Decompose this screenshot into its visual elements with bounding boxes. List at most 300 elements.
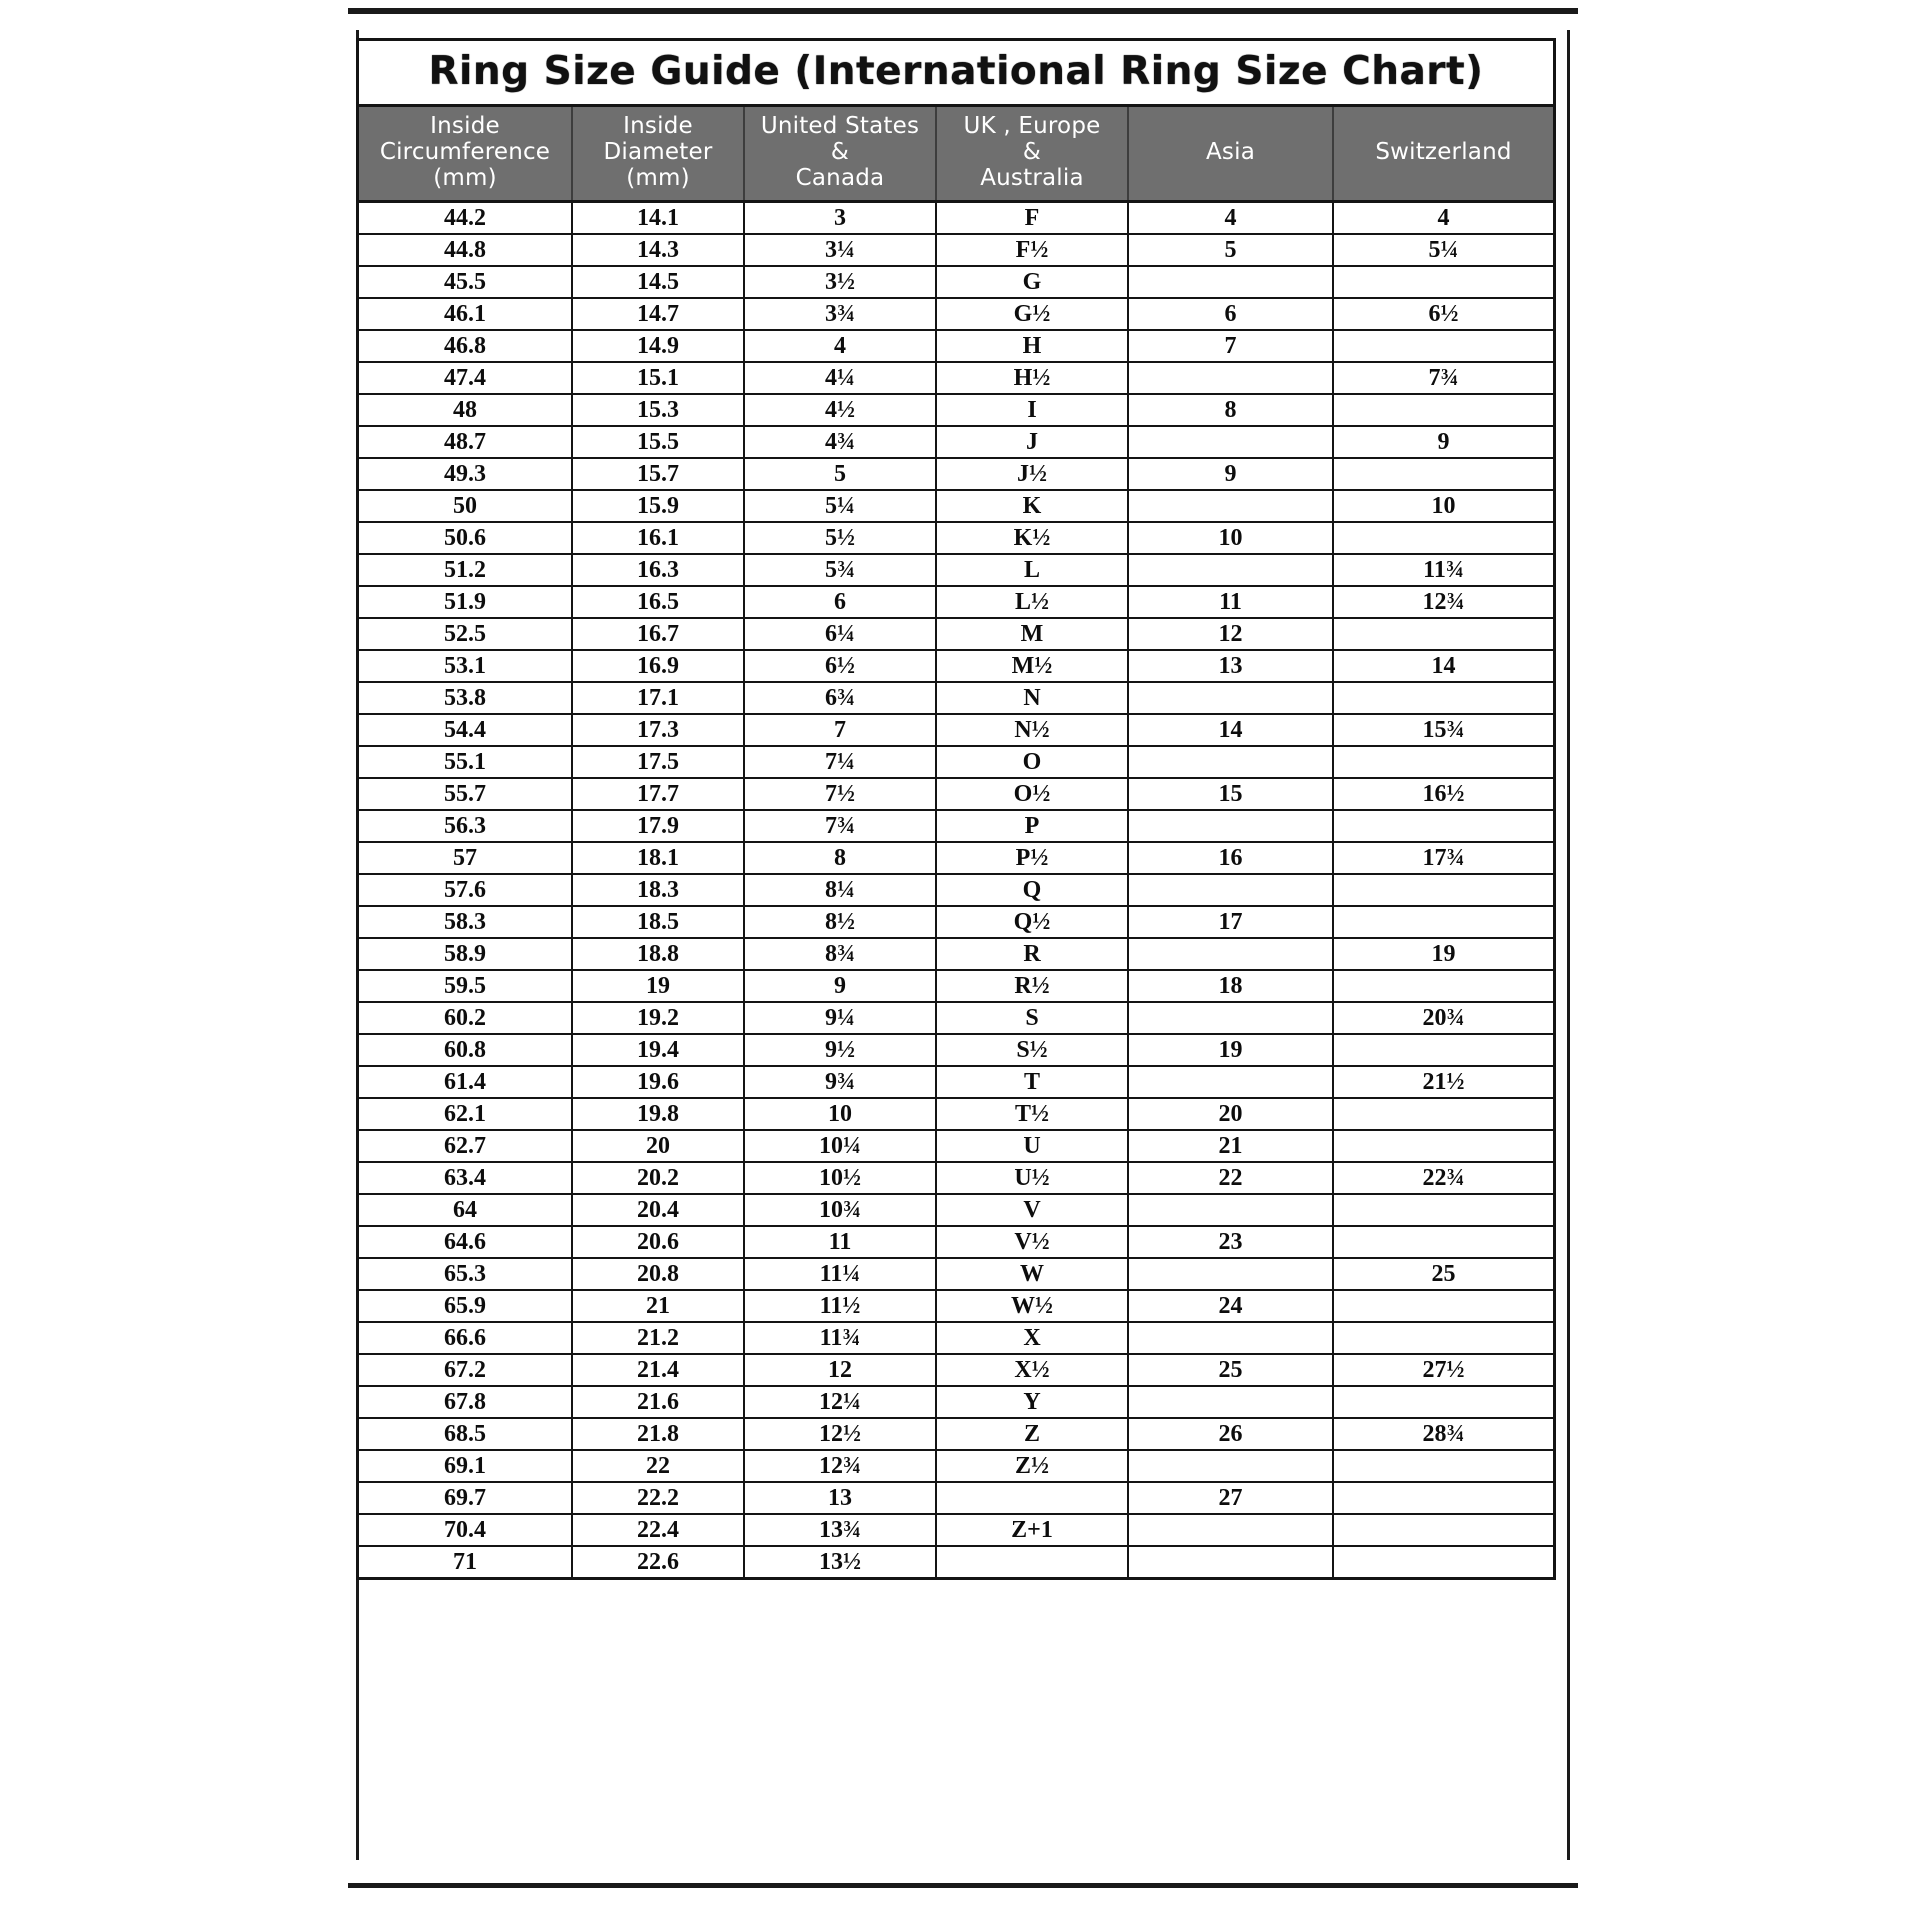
cell-inside-circumference: 48.7	[359, 426, 572, 458]
cell-switzerland: 22¾	[1333, 1162, 1553, 1194]
cell-uk-europe-australia	[936, 1482, 1128, 1514]
table-row	[359, 746, 1553, 778]
cell-inside-diameter: 21.8	[572, 1418, 744, 1450]
sheet-bottom-rule	[348, 1883, 1578, 1888]
cell-asia: 25	[1128, 1354, 1333, 1386]
cell-uk-europe-australia: O	[936, 746, 1128, 778]
cell-us-canada: 11¾	[744, 1322, 936, 1354]
cell-us-canada: 5½	[744, 522, 936, 554]
cell-switzerland	[1333, 1386, 1553, 1418]
table-row	[359, 362, 1553, 394]
table-row	[359, 266, 1553, 298]
table-body	[359, 202, 1553, 1578]
cell-inside-circumference: 51.2	[359, 554, 572, 586]
cell-us-canada: 6¼	[744, 618, 936, 650]
header-line: Switzerland	[1375, 138, 1512, 165]
cell-uk-europe-australia: X½	[936, 1354, 1128, 1386]
cell-switzerland	[1333, 746, 1553, 778]
cell-inside-diameter: 17.1	[572, 682, 744, 714]
table-row	[359, 394, 1553, 426]
cell-inside-circumference: 60.2	[359, 1002, 572, 1034]
cell-us-canada: 4¾	[744, 426, 936, 458]
cell-switzerland: 15¾	[1333, 714, 1553, 746]
cell-switzerland: 6½	[1333, 298, 1553, 330]
cell-inside-circumference: 65.3	[359, 1258, 572, 1290]
header-line: (mm)	[433, 164, 497, 191]
table-row	[359, 842, 1553, 874]
cell-inside-diameter: 14.5	[572, 266, 744, 298]
table-row	[359, 1226, 1553, 1258]
table-row	[359, 1482, 1553, 1514]
cell-inside-diameter: 18.3	[572, 874, 744, 906]
cell-switzerland: 27½	[1333, 1354, 1553, 1386]
cell-us-canada: 9½	[744, 1034, 936, 1066]
cell-us-canada: 4	[744, 330, 936, 362]
cell-inside-circumference: 65.9	[359, 1290, 572, 1322]
table-row	[359, 714, 1553, 746]
cell-switzerland	[1333, 394, 1553, 426]
cell-asia: 11	[1128, 586, 1333, 618]
cell-inside-diameter: 22.6	[572, 1546, 744, 1577]
cell-inside-circumference: 51.9	[359, 586, 572, 618]
cell-uk-europe-australia: Z+1	[936, 1514, 1128, 1546]
cell-uk-europe-australia: Y	[936, 1386, 1128, 1418]
cell-us-canada: 4¼	[744, 362, 936, 394]
table-row	[359, 202, 1553, 235]
cell-asia	[1128, 746, 1333, 778]
cell-inside-diameter: 17.9	[572, 810, 744, 842]
cell-us-canada: 5¼	[744, 490, 936, 522]
cell-us-canada: 7¾	[744, 810, 936, 842]
cell-us-canada: 13½	[744, 1546, 936, 1577]
cell-inside-diameter: 19.6	[572, 1066, 744, 1098]
cell-inside-diameter: 14.9	[572, 330, 744, 362]
cell-uk-europe-australia: M	[936, 618, 1128, 650]
cell-inside-circumference: 57.6	[359, 874, 572, 906]
cell-asia	[1128, 554, 1333, 586]
cell-us-canada: 8¼	[744, 874, 936, 906]
cell-asia: 8	[1128, 394, 1333, 426]
cell-inside-diameter: 22.4	[572, 1514, 744, 1546]
table-row	[359, 1386, 1553, 1418]
cell-switzerland	[1333, 618, 1553, 650]
cell-inside-circumference: 60.8	[359, 1034, 572, 1066]
cell-inside-diameter: 15.1	[572, 362, 744, 394]
table-row	[359, 1098, 1553, 1130]
cell-asia: 27	[1128, 1482, 1333, 1514]
table-row	[359, 1450, 1553, 1482]
cell-us-canada: 10¾	[744, 1194, 936, 1226]
cell-asia: 15	[1128, 778, 1333, 810]
table-row	[359, 1322, 1553, 1354]
cell-inside-circumference: 58.3	[359, 906, 572, 938]
cell-us-canada: 9	[744, 970, 936, 1002]
table-row	[359, 330, 1553, 362]
cell-inside-diameter: 15.7	[572, 458, 744, 490]
cell-us-canada: 12¼	[744, 1386, 936, 1418]
cell-switzerland	[1333, 522, 1553, 554]
cell-asia: 5	[1128, 234, 1333, 266]
cell-us-canada: 3	[744, 202, 936, 235]
cell-us-canada: 12½	[744, 1418, 936, 1450]
sheet-top-rule	[348, 8, 1578, 14]
cell-asia: 21	[1128, 1130, 1333, 1162]
cell-us-canada: 10	[744, 1098, 936, 1130]
table-row	[359, 458, 1553, 490]
cell-inside-diameter: 16.5	[572, 586, 744, 618]
cell-inside-circumference: 61.4	[359, 1066, 572, 1098]
cell-switzerland	[1333, 1546, 1553, 1577]
cell-uk-europe-australia: Q	[936, 874, 1128, 906]
cell-asia: 16	[1128, 842, 1333, 874]
table-row	[359, 426, 1553, 458]
cell-switzerland: 5¼	[1333, 234, 1553, 266]
table-row	[359, 906, 1553, 938]
table-row	[359, 970, 1553, 1002]
cell-asia: 20	[1128, 1098, 1333, 1130]
cell-switzerland	[1333, 1450, 1553, 1482]
table-row	[359, 650, 1553, 682]
cell-inside-circumference: 68.5	[359, 1418, 572, 1450]
cell-inside-circumference: 69.7	[359, 1482, 572, 1514]
cell-inside-diameter: 20.4	[572, 1194, 744, 1226]
column-header-inside-circumference	[359, 107, 572, 202]
cell-inside-diameter: 18.8	[572, 938, 744, 970]
cell-inside-diameter: 20.2	[572, 1162, 744, 1194]
cell-uk-europe-australia: V½	[936, 1226, 1128, 1258]
cell-uk-europe-australia: V	[936, 1194, 1128, 1226]
cell-inside-circumference: 70.4	[359, 1514, 572, 1546]
cell-us-canada: 3¼	[744, 234, 936, 266]
cell-switzerland	[1333, 1034, 1553, 1066]
table-row	[359, 1162, 1553, 1194]
header-line: UK , Europe	[963, 113, 1101, 139]
cell-inside-diameter: 22	[572, 1450, 744, 1482]
cell-uk-europe-australia: K½	[936, 522, 1128, 554]
cell-switzerland: 9	[1333, 426, 1553, 458]
cell-uk-europe-australia: W	[936, 1258, 1128, 1290]
sheet-right-rule	[1567, 30, 1570, 1860]
cell-asia	[1128, 362, 1333, 394]
cell-inside-diameter: 16.9	[572, 650, 744, 682]
cell-inside-circumference: 46.1	[359, 298, 572, 330]
cell-switzerland: 7¾	[1333, 362, 1553, 394]
cell-uk-europe-australia: N	[936, 682, 1128, 714]
cell-asia	[1128, 682, 1333, 714]
cell-us-canada: 8½	[744, 906, 936, 938]
cell-asia: 7	[1128, 330, 1333, 362]
cell-inside-circumference: 54.4	[359, 714, 572, 746]
cell-switzerland: 25	[1333, 1258, 1553, 1290]
header-line: Circumference	[379, 138, 551, 165]
cell-switzerland	[1333, 458, 1553, 490]
cell-inside-circumference: 58.9	[359, 938, 572, 970]
cell-inside-diameter: 15.9	[572, 490, 744, 522]
cell-asia: 19	[1128, 1034, 1333, 1066]
table-row	[359, 1258, 1553, 1290]
cell-inside-diameter: 19.4	[572, 1034, 744, 1066]
table-row	[359, 1546, 1553, 1577]
column-header-switzerland	[1333, 107, 1553, 202]
cell-inside-circumference: 45.5	[359, 266, 572, 298]
cell-inside-diameter: 21.2	[572, 1322, 744, 1354]
cell-inside-diameter: 19.8	[572, 1098, 744, 1130]
cell-asia	[1128, 810, 1333, 842]
cell-us-canada: 11¼	[744, 1258, 936, 1290]
table-row	[359, 298, 1553, 330]
cell-us-canada: 13	[744, 1482, 936, 1514]
cell-us-canada: 12¾	[744, 1450, 936, 1482]
cell-us-canada: 9¾	[744, 1066, 936, 1098]
cell-asia: 22	[1128, 1162, 1333, 1194]
cell-inside-diameter: 18.5	[572, 906, 744, 938]
cell-asia: 9	[1128, 458, 1333, 490]
column-header-asia	[1128, 107, 1333, 202]
cell-asia: 23	[1128, 1226, 1333, 1258]
header-line: (mm)	[626, 164, 690, 191]
cell-inside-circumference: 47.4	[359, 362, 572, 394]
cell-switzerland	[1333, 682, 1553, 714]
cell-uk-europe-australia: Z	[936, 1418, 1128, 1450]
cell-switzerland	[1333, 1098, 1553, 1130]
cell-us-canada: 13¾	[744, 1514, 936, 1546]
cell-uk-europe-australia: I	[936, 394, 1128, 426]
cell-uk-europe-australia: K	[936, 490, 1128, 522]
cell-uk-europe-australia: G	[936, 266, 1128, 298]
table-row	[359, 682, 1553, 714]
cell-asia	[1128, 1546, 1333, 1577]
cell-us-canada: 3¾	[744, 298, 936, 330]
cell-inside-diameter: 19	[572, 970, 744, 1002]
table-row	[359, 1066, 1553, 1098]
cell-inside-circumference: 67.2	[359, 1354, 572, 1386]
table-row	[359, 938, 1553, 970]
cell-inside-diameter: 22.2	[572, 1482, 744, 1514]
cell-switzerland	[1333, 330, 1553, 362]
cell-switzerland	[1333, 1322, 1553, 1354]
column-header-united-states-canada	[744, 107, 936, 202]
cell-inside-circumference: 62.7	[359, 1130, 572, 1162]
cell-us-canada: 11	[744, 1226, 936, 1258]
cell-inside-diameter: 18.1	[572, 842, 744, 874]
header-line: Asia	[1205, 138, 1255, 165]
cell-uk-europe-australia: P½	[936, 842, 1128, 874]
cell-us-canada: 6¾	[744, 682, 936, 714]
cell-switzerland: 11¾	[1333, 554, 1553, 586]
cell-us-canada: 12	[744, 1354, 936, 1386]
cell-switzerland	[1333, 970, 1553, 1002]
column-header-inside-diameter	[572, 107, 744, 202]
cell-uk-europe-australia: N½	[936, 714, 1128, 746]
cell-inside-circumference: 44.8	[359, 234, 572, 266]
table-row	[359, 1514, 1553, 1546]
cell-uk-europe-australia: P	[936, 810, 1128, 842]
cell-switzerland	[1333, 874, 1553, 906]
cell-inside-circumference: 66.6	[359, 1322, 572, 1354]
table-row	[359, 810, 1553, 842]
table-row	[359, 1002, 1553, 1034]
cell-switzerland: 28¾	[1333, 1418, 1553, 1450]
column-header-uk-europe-australia	[936, 107, 1128, 202]
cell-switzerland	[1333, 1514, 1553, 1546]
cell-inside-diameter: 21.6	[572, 1386, 744, 1418]
cell-asia	[1128, 1066, 1333, 1098]
cell-us-canada: 8¾	[744, 938, 936, 970]
cell-uk-europe-australia: L½	[936, 586, 1128, 618]
header-line: Inside	[430, 113, 500, 139]
table-row	[359, 554, 1553, 586]
cell-inside-diameter: 20	[572, 1130, 744, 1162]
cell-uk-europe-australia: Z½	[936, 1450, 1128, 1482]
cell-switzerland: 21½	[1333, 1066, 1553, 1098]
cell-asia	[1128, 266, 1333, 298]
table-row	[359, 618, 1553, 650]
header-line: United States	[760, 113, 920, 139]
cell-switzerland: 19	[1333, 938, 1553, 970]
table-row	[359, 1130, 1553, 1162]
header-line: &	[830, 138, 850, 165]
cell-asia	[1128, 938, 1333, 970]
cell-asia	[1128, 426, 1333, 458]
cell-uk-europe-australia: F	[936, 202, 1128, 235]
cell-uk-europe-australia: F½	[936, 234, 1128, 266]
cell-uk-europe-australia: R	[936, 938, 1128, 970]
table-row	[359, 1194, 1553, 1226]
cell-asia	[1128, 1258, 1333, 1290]
ring-size-table	[359, 107, 1553, 1577]
cell-us-canada: 11½	[744, 1290, 936, 1322]
ring-size-chart	[356, 38, 1556, 1580]
cell-switzerland	[1333, 906, 1553, 938]
cell-uk-europe-australia	[936, 1546, 1128, 1577]
cell-inside-circumference: 64	[359, 1194, 572, 1226]
cell-switzerland: 17¾	[1333, 842, 1553, 874]
cell-switzerland: 16½	[1333, 778, 1553, 810]
header-line: Inside	[623, 113, 693, 139]
cell-switzerland	[1333, 1130, 1553, 1162]
cell-asia: 17	[1128, 906, 1333, 938]
cell-inside-circumference: 46.8	[359, 330, 572, 362]
cell-asia	[1128, 1450, 1333, 1482]
cell-switzerland: 12¾	[1333, 586, 1553, 618]
cell-switzerland: 10	[1333, 490, 1553, 522]
cell-us-canada: 10½	[744, 1162, 936, 1194]
cell-inside-diameter: 17.7	[572, 778, 744, 810]
table-row	[359, 234, 1553, 266]
cell-inside-circumference: 67.8	[359, 1386, 572, 1418]
cell-asia	[1128, 1322, 1333, 1354]
cell-inside-circumference: 56.3	[359, 810, 572, 842]
table-row	[359, 1290, 1553, 1322]
cell-inside-diameter: 14.7	[572, 298, 744, 330]
cell-inside-circumference: 53.1	[359, 650, 572, 682]
cell-us-canada: 5¾	[744, 554, 936, 586]
cell-us-canada: 6	[744, 586, 936, 618]
page-title: Ring Size Guide (International Ring Size Chart)	[428, 49, 1484, 94]
header-line: Canada	[795, 164, 885, 191]
cell-us-canada: 10¼	[744, 1130, 936, 1162]
cell-uk-europe-australia: G½	[936, 298, 1128, 330]
cell-inside-circumference: 49.3	[359, 458, 572, 490]
cell-us-canada: 7½	[744, 778, 936, 810]
cell-switzerland	[1333, 1194, 1553, 1226]
cell-inside-diameter: 17.5	[572, 746, 744, 778]
table-row	[359, 490, 1553, 522]
cell-uk-europe-australia: M½	[936, 650, 1128, 682]
cell-uk-europe-australia: X	[936, 1322, 1128, 1354]
cell-asia	[1128, 490, 1333, 522]
cell-asia: 26	[1128, 1418, 1333, 1450]
cell-switzerland	[1333, 1226, 1553, 1258]
table-header-row	[359, 107, 1553, 202]
cell-inside-circumference: 57	[359, 842, 572, 874]
cell-inside-circumference: 59.5	[359, 970, 572, 1002]
cell-uk-europe-australia: S	[936, 1002, 1128, 1034]
header-line: &	[1022, 138, 1042, 165]
cell-us-canada: 4½	[744, 394, 936, 426]
cell-asia: 24	[1128, 1290, 1333, 1322]
cell-switzerland	[1333, 266, 1553, 298]
table-row	[359, 1034, 1553, 1066]
cell-uk-europe-australia: W½	[936, 1290, 1128, 1322]
cell-us-canada: 3½	[744, 266, 936, 298]
cell-asia: 18	[1128, 970, 1333, 1002]
cell-asia: 12	[1128, 618, 1333, 650]
cell-asia: 4	[1128, 202, 1333, 235]
cell-inside-diameter: 19.2	[572, 1002, 744, 1034]
cell-uk-europe-australia: J½	[936, 458, 1128, 490]
cell-us-canada: 7	[744, 714, 936, 746]
chart-title-bar	[359, 41, 1553, 107]
cell-us-canada: 9¼	[744, 1002, 936, 1034]
cell-inside-diameter: 21	[572, 1290, 744, 1322]
table-row	[359, 586, 1553, 618]
cell-uk-europe-australia: S½	[936, 1034, 1128, 1066]
cell-asia: 14	[1128, 714, 1333, 746]
cell-inside-circumference: 55.7	[359, 778, 572, 810]
table-row	[359, 778, 1553, 810]
cell-us-canada: 8	[744, 842, 936, 874]
cell-uk-europe-australia: Q½	[936, 906, 1128, 938]
cell-inside-diameter: 16.1	[572, 522, 744, 554]
cell-uk-europe-australia: H	[936, 330, 1128, 362]
cell-inside-circumference: 71	[359, 1546, 572, 1577]
cell-asia: 10	[1128, 522, 1333, 554]
header-line: Australia	[980, 164, 1084, 191]
cell-us-canada: 5	[744, 458, 936, 490]
cell-asia	[1128, 1002, 1333, 1034]
table-header	[359, 107, 1553, 202]
table-row	[359, 522, 1553, 554]
table-row	[359, 1418, 1553, 1450]
cell-uk-europe-australia: J	[936, 426, 1128, 458]
cell-inside-circumference: 50	[359, 490, 572, 522]
cell-us-canada: 6½	[744, 650, 936, 682]
table-row	[359, 874, 1553, 906]
cell-switzerland: 4	[1333, 202, 1553, 235]
cell-inside-diameter: 15.3	[572, 394, 744, 426]
cell-asia	[1128, 1514, 1333, 1546]
cell-inside-diameter: 16.7	[572, 618, 744, 650]
header-line: Diameter	[603, 138, 713, 165]
cell-uk-europe-australia: O½	[936, 778, 1128, 810]
cell-switzerland: 20¾	[1333, 1002, 1553, 1034]
cell-inside-diameter: 14.1	[572, 202, 744, 235]
cell-inside-diameter: 14.3	[572, 234, 744, 266]
cell-uk-europe-australia: R½	[936, 970, 1128, 1002]
cell-inside-diameter: 20.8	[572, 1258, 744, 1290]
cell-uk-europe-australia: T	[936, 1066, 1128, 1098]
